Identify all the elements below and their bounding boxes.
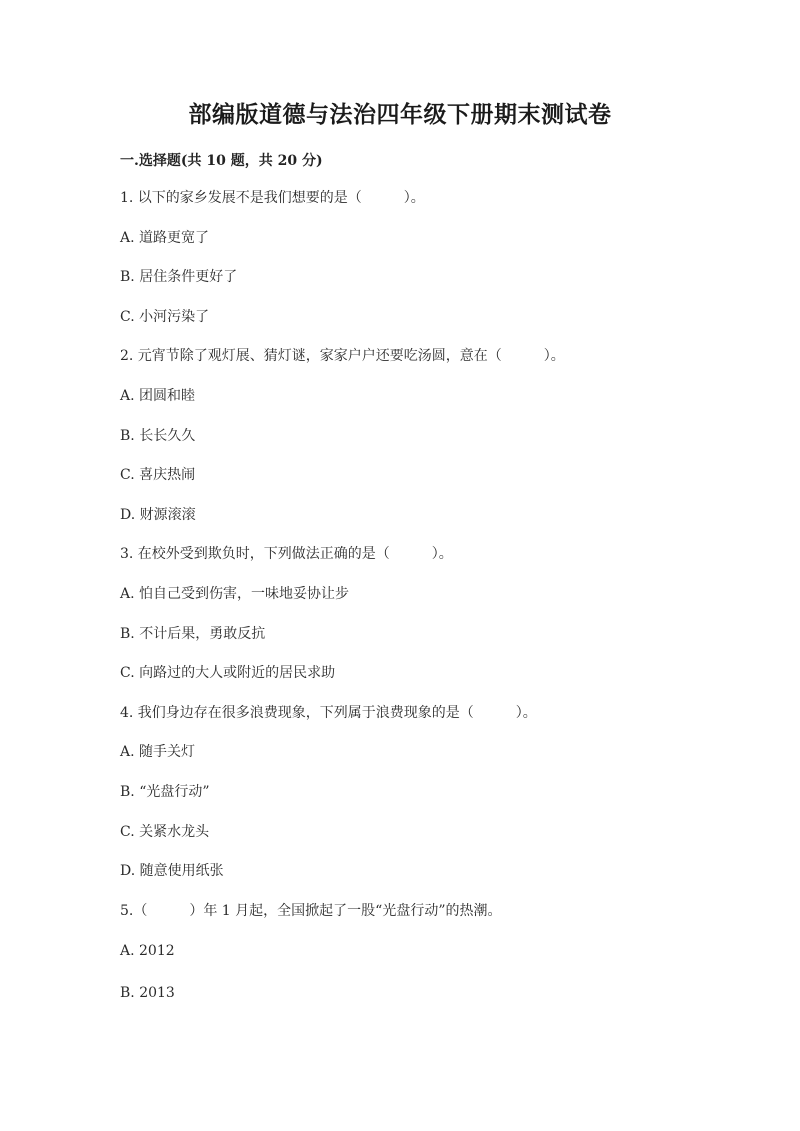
question-4-option-b: B. “光盘行动” [120,784,210,800]
question-3-option-b: B. 不计后果，勇敢反抗 [120,626,266,642]
question-5-option-b: B. 2013 [120,985,175,1001]
question-5-option-a: A. 2012 [120,943,175,959]
question-1-option-c: C. 小河污染了 [120,309,210,325]
question-1-option-a: A. 道路更宽了 [120,230,210,246]
question-3-option-a: A. 怕自己受到伤害，一味地妥协让步 [120,586,350,602]
question-4-option-a: A. 随手关灯 [120,744,196,760]
question-4-option-c: C. 关紧水龙头 [120,824,210,840]
page-title: 部编版道德与法治四年级下册期末测试卷 [188,101,612,128]
question-4-stem: 4. 我们身边存在很多浪费现象，下列属于浪费现象的是（ ）。 [120,705,537,721]
section-heading: 一.选择题(共 10 题，共 20 分) [120,153,323,169]
question-1-stem: 1. 以下的家乡发展不是我们想要的是（ ）。 [120,190,425,206]
question-5-stem: 5.（ ）年 1 月起，全国掀起了一股“光盘行动”的热潮。 [120,903,502,919]
question-2-option-d: D. 财源滚滚 [120,507,196,523]
question-1-option-b: B. 居住条件更好了 [120,269,238,285]
question-2-option-a: A. 团圆和睦 [120,388,196,404]
question-2-option-c: C. 喜庆热闹 [120,467,196,483]
question-2-option-b: B. 长长久久 [120,428,196,444]
question-3-stem: 3. 在校外受到欺负时，下列做法正确的是（ ）。 [120,546,453,562]
question-2-stem: 2. 元宵节除了观灯展、猜灯谜，家家户户还要吃汤圆，意在（ ）。 [120,348,565,364]
question-4-option-d: D. 随意使用纸张 [120,863,224,879]
question-3-option-c: C. 向路过的大人或附近的居民求助 [120,665,336,681]
